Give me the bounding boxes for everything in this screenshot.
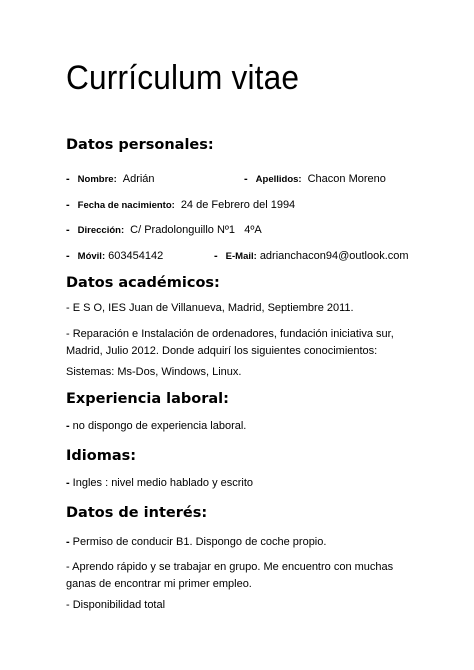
value-movil: 603454142: [108, 250, 164, 262]
academico-item-1: - E S O, IES Juan de Villanueva, Madrid, Septiembre 2011.: [66, 302, 354, 314]
section-heading-idiomas: Idiomas:: [66, 448, 137, 464]
value-apellidos: Chacon Moreno: [307, 173, 386, 185]
label-direccion: Dirección:: [77, 225, 125, 236]
experiencia-item-1: - no dispongo de experiencia laboral.: [66, 420, 247, 432]
label-email: E-Mail:: [225, 251, 257, 262]
field-nombre: - Nombre: Adrián: [66, 173, 155, 185]
idiomas-item-1: - Ingles : nivel medio hablado y escrito: [66, 477, 254, 489]
field-movil: - Móvil: 603454142: [66, 250, 164, 262]
label-movil: Móvil:: [77, 251, 106, 262]
label-nombre: Nombre:: [77, 174, 117, 185]
value-fecha: 24 de Febrero del 1994: [180, 199, 296, 211]
interes-item-1: - Permiso de conducir B1. Dispongo de coche propio.: [66, 536, 327, 548]
page-title: Currículum vitae: [66, 59, 300, 97]
section-heading-interes: Datos de interés:: [66, 505, 208, 521]
section-heading-academicos: Datos académicos:: [66, 275, 220, 291]
field-apellidos: - Apellidos: Chacon Moreno: [244, 173, 386, 185]
section-heading-personal: Datos personales:: [66, 137, 214, 153]
section-heading-experiencia: Experiencia laboral:: [66, 391, 229, 407]
academico-item-3: Sistemas: Ms-Dos, Windows, Linux.: [66, 366, 242, 378]
field-email: - E-Mail: adrianchacon94@outlook.com: [214, 250, 409, 262]
value-direccion: C/ Pradolonguillo Nº1 4ºA: [130, 224, 262, 236]
interes-item-3: - Disponibilidad total: [66, 599, 166, 611]
field-direccion: - Dirección: C/ Pradolonguillo Nº1 4ºA: [66, 224, 262, 236]
value-email: adrianchacon94@outlook.com: [259, 250, 409, 262]
academico-item-2: - Reparación e Instalación de ordenadores, fundación iniciativa sur, Madrid, Julio 2012. Donde adquirí los siguientes conocimientos:: [66, 328, 394, 357]
field-fecha-nacimiento: - Fecha de nacimiento: 24 de Febrero del 1994: [66, 199, 296, 211]
value-nombre: Adrián: [122, 173, 155, 185]
label-apellidos: Apellidos:: [255, 174, 302, 185]
interes-item-2: - Aprendo rápido y se trabajar en grupo. Me encuentro con muchas ganas de encontrar mi primer empleo.: [66, 561, 394, 590]
label-fecha: Fecha de nacimiento:: [77, 200, 175, 211]
